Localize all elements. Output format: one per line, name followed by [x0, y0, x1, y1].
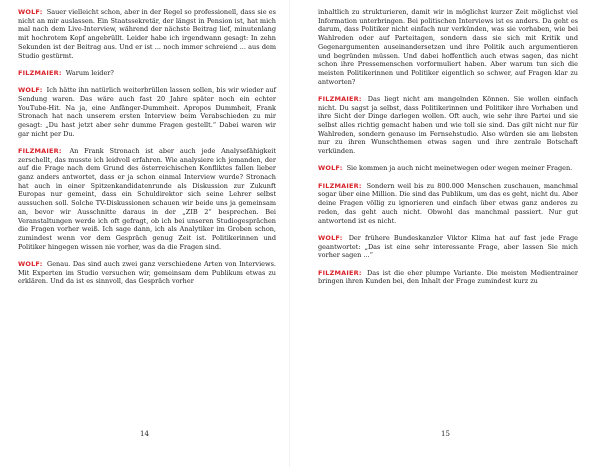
paragraph: [18, 86, 276, 138]
paragraph: [18, 69, 276, 78]
speaker-label: WOLF:: [18, 86, 43, 95]
paragraph: [318, 182, 578, 226]
paragraph-text: Der frühere Bundeskanzler Viktor Klima hat auf fast jede Frage geantwortet: „Das ist eine sehr interessante Frage, aber lassen Sie mich vorher sagen ...“: [318, 233, 578, 260]
paragraph-text: Genau. Das sind auch zwei ganz verschiedene Arten von Interviews. Mit Experten im Studio versuchen wir, gemeinsam dem Publikum etwas zu erklären. Und da ist es sinnvoll, das Gespräch vorher: [18, 259, 276, 286]
speaker-label: WOLF:: [318, 164, 343, 173]
speaker-label: FILZMAIER:: [18, 68, 62, 77]
speaker-label: WOLF:: [18, 259, 43, 268]
paragraph: [18, 260, 276, 286]
speaker-label: FILZMAIER:: [18, 146, 62, 155]
right-page: [300, 0, 583, 467]
speaker-label: FILZMAIER:: [318, 268, 362, 277]
paragraph-text: Ich hätte ihn natürlich weiterbrüllen lassen sollen, bis wir wieder auf Sendung waren. Das wäre auch fast 20 Jahre später noch ein echter YouTube-Hit. Na ja, eine Anfänger-Dummheit. Apropos Dummheit, Frank Stronach hat nach unserem ersten Interview beim Verabschieden zu mir gesagt: „Du hast jetzt aber sehr dumme Fragen gestellt.“ Dabei waren wir gar nicht per Du.: [18, 86, 276, 138]
paragraph: [318, 95, 578, 156]
left-page: [0, 0, 283, 467]
paragraph-text: Sie kommen ja auch nicht meinetwegen oder wegen meiner Fragen.: [346, 164, 573, 173]
paragraph-text: Das liegt nicht am mangelnden Können. Sie wollen einfach nicht. Du sagst ja selbst, dass Politikerinnen und Politiker ihre Vorhaben und ihre Sicht der Dinge darlegen wollen. Oft auch, wie sehr ihre Partei und sie selbst alles richtig gemacht haben und wie toll sie sind. Das gilt nicht nur für Wahlreden, sondern genauso im Fernsehstudio. Also würden sie am liebsten nur zu ihren Wunschthemen etwas sagen und ihre zentrale Botschaft verkünden.: [318, 94, 578, 156]
paragraph-text: Sauer vielleicht schon, aber in der Regel so professionell, dass sie es nicht an mir auslassen. Ein Staatssekretär, der längst in Pension ist, hat mich mal nach dem Live-Interview, während der nächste Beitrag lief, minutenlang mit hochrotem Kopf angebrüllt. Leider habe ich irgendwann gesagt: In zehn Sekunden ist der Beitrag aus. Und er ist ... noch immer schreiend ... aus dem Studio gestürmt.: [18, 8, 276, 60]
speaker-label: FILZMAIER:: [318, 181, 362, 190]
right-page-text: [318, 8, 578, 295]
speaker-label: WOLF:: [18, 8, 43, 16]
gutter-divider: [289, 0, 290, 467]
paragraph-text: Sondern weil bis zu 800.000 Menschen zuschauen, manchmal sogar über eine Million. Die sind das Publikum, um das es geht, nicht du. Aber deine Fragen völlig zu ignorieren und einfach über etwas ganz anderes zu reden, das geht auch nicht. Obwohl das manchmal passiert. Nur gut antwortend ist es nicht.: [318, 181, 578, 225]
speaker-label: WOLF:: [318, 233, 343, 242]
page-number: 14: [140, 430, 149, 438]
paragraph-text: An Frank Stronach ist aber auch jede Analysefähigkeit zerschellt, das musste ich leidvoll erfahren. Wie analysiere ich jemanden, der auf die Frage nach dem Grund des österreichischen Konfliktes fallen lieber ganz anders antwortet, dass er ja schon einmal Interview wurde? Stronach hat auch in einer Spitzenkandidatenrunde als Diskussion zur Zukunft Europas nur gemeint, dass ein Schuldirektor sich seine Lehrer selbst aussuchen soll. Solche TV-Diskussionen schauen wir beide uns ja gemeinsam an, bevor wir Ausschnitte daraus in der „ZIB 2“ besprechen. Bei Veranstaltungen werde ich oft gefragt, ob ich bei unseren Studiogesprächen die Fragen vorher weiß. Ich sage dann, ich als Analytiker im Groben schon, zumindest wenn vor dem Gespräch genug Zeit ist. Politikerinnen und Politiker hingegen wissen nie vorher, was da die Fragen sind.: [18, 146, 276, 251]
speaker-label: FILZMAIER:: [318, 94, 362, 103]
paragraph-text: Das ist die eher plumpe Variante. Die meisten Medientrainer bringen ihren Kunden bei, den Inhalt der Frage zumindest kurz zu: [318, 268, 578, 286]
page-number: 15: [441, 430, 450, 438]
paragraph: [318, 164, 578, 173]
paragraph-text: inhaltlich zu strukturieren, damit wir in möglichst kurzer Zeit möglichst viel Information unterbringen. Bei politischen Interviews ist es anders. Da geht es darum, dass Politiker nicht einfach nur verkünden, was sie vorhaben, wie bei Wahlreden oder auf Parteitagen, sondern dass sie sich mit Kritik und Gegenargumenten auseinandersetzen und ihre Politik auch argumentieren und begründen müssen. Und dabei hoffentlich auch etwas sagen, das nicht schon ihre Pressemenschen vorformuliert haben. Aber warum tun sich die meisten Politikerinnen und Politiker eigentlich so schwer, auf Fragen klar zu antworten?: [318, 8, 578, 86]
paragraph-text: Warum leider?: [65, 68, 114, 77]
paragraph: [318, 8, 578, 86]
paragraph: [318, 269, 578, 286]
paragraph: [18, 147, 276, 251]
paragraph: [18, 8, 276, 60]
paragraph: [318, 234, 578, 260]
left-page-text: [18, 8, 276, 295]
